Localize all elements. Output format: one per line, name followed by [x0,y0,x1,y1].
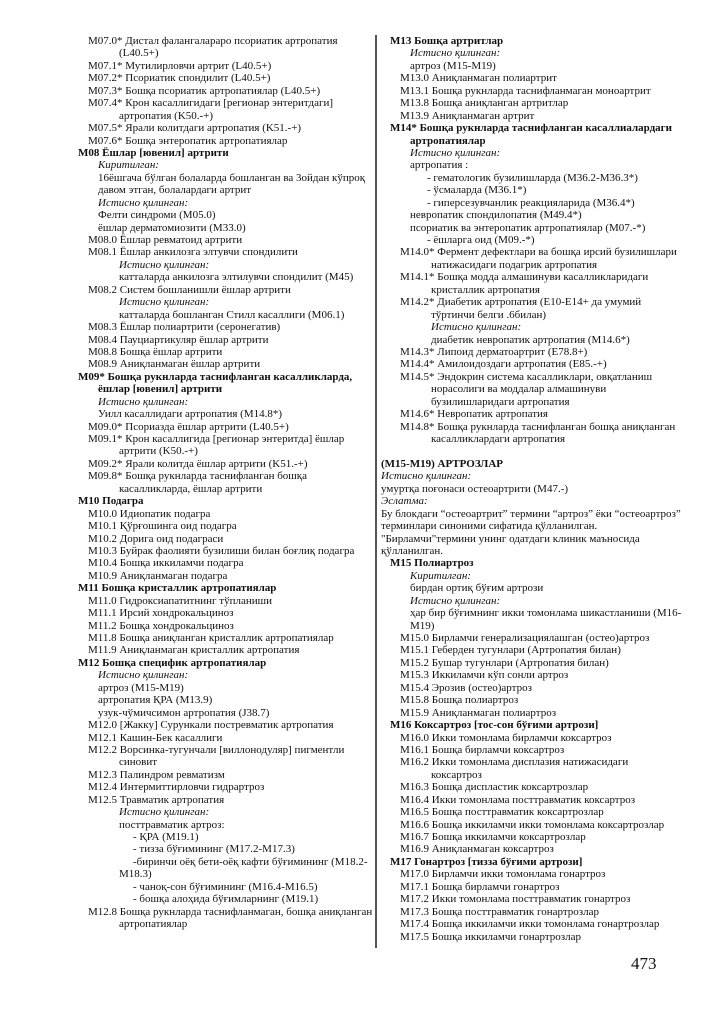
code-entry: M11.9 Аниқланмаган кристаллик артропатия [88,644,300,657]
category-heading: M13 Бошқа артритлар [390,35,504,47]
note-text: посттравматик артроз: [119,818,225,831]
note-label: Истисно қилинган: [410,146,501,159]
note-label: Истисно қилинган: [431,321,522,334]
note-text: давом этган, болалардаги артрит [98,184,252,197]
code-entry: M08.2 Систем бошланишли ёшлар артрити [88,283,291,296]
code-entry-continuation: артропатия (K50.-+) [119,109,214,122]
code-entry: M13.1 Бошқа рукнларда таснифланмаган моноартрит [400,84,651,97]
note-text: невропатик спондилопатия (M49.4*) [410,209,582,222]
code-entry-continuation: коксартроз [431,768,482,781]
note-text: M19) [410,619,435,632]
code-entry: M13.8 Бошқа аниқланган артритлар [400,97,569,110]
code-entry-continuation: касалликларда, ёшлар артрити [119,482,263,495]
note-label: Истисно қилинган: [410,47,501,60]
right-column [381,35,682,943]
code-entry: M16.0 Икки томонлама бирламчи коксартроз [400,731,612,744]
block-text: қўлланилган. [381,544,443,557]
dash-list-item: - ёшларга оид (M09.-*) [427,234,535,246]
code-entry: M12.0 [Жакку] Сурункали постревматик артропатия [88,719,334,732]
dash-list-item: - гематологик бузилишларда (M36.2-M36.3*) [427,171,638,184]
code-entry: M14.2* Диабетик артропатия (E10-E14+ да умумий [400,296,642,309]
code-entry-continuation: касалликлардаги артропатия [431,433,566,445]
code-entry: M14.8* Бошқа рукнларда таснифланган бошқа аниқланган [400,420,676,433]
category-heading: M14* Бошқа рукнларда таснифланган касаллиалардаги [390,122,673,135]
note-text: артропатия : [410,159,469,172]
dash-list-item: - чаноқ-сон бўғимининг (M16.4-M16.5) [133,880,318,893]
note-text: Фелти синдроми (M05.0) [98,209,216,222]
note-text: артроз (M15-M19) [98,681,184,694]
code-entry: M08.0 Ёшлар ревматоид артрити [88,234,243,246]
code-entry: M09.1* Крон касаллигида [регионар энтеритда] ёшлар [88,433,345,445]
code-entry: M08.4 Пауциартикуляр ёшлар артрити [88,333,269,346]
note-label: Истисно қилинган: [410,594,501,607]
code-entry-continuation: артрити (K50.-+) [119,445,198,458]
code-entry: M08.8 Бошқа ёшлар артрити [88,345,223,358]
code-entry: M10.9 Аниқланмаган подагра [88,569,228,582]
code-entry: M16.2 Икки томонлама дисплазия натижасидаги [400,756,629,769]
code-entry: M12.3 Палиндром ревматизм [88,768,225,781]
category-heading: M09* Бошқа рукнларда таснифланган касалликларда, [78,370,353,383]
block-text: "Бирламчи"термини унинг одатдаги клиник маъносида [381,532,640,545]
code-entry: M14.5* Эндокрин система касалликлари, овқатланиш [400,370,653,383]
note-text: псориатик ва энтеропатик артропатиялар (M07.-*) [410,221,646,234]
category-heading-continuation: ёшлар [ювенил] артрити [98,383,223,396]
note-label: Киритилган: [410,569,471,582]
code-entry: M07.1* Мутилирловчи артрит (L40.5+) [88,59,272,72]
code-entry: M13.9 Аниқланмаган артрит [400,109,535,122]
code-entry: M17.3 Бошқа посттравматик гонартрозлар [400,905,600,918]
code-entry: M07.6* Бошқа энтеропатик артропатиялар [88,134,288,147]
note-label: Истисно қилинган: [98,395,189,408]
note-text: артроз (M15-M19) [410,59,496,72]
page-number: 473 [631,954,657,973]
code-entry: M08.3 Ёшлар полиартрити (серонегатив) [88,321,281,334]
block-note-label: Истисно қилинган: [381,470,472,483]
code-entry-continuation: кристаллик артропатия [431,283,540,296]
code-entry: M17.0 Бирламчи икки томонлама гонартроз [400,868,606,881]
code-entry: M08.1 Ёшлар анкилозга элтувчи спондилити [88,246,298,259]
code-entry: M12.5 Травматик артропатия [88,793,225,806]
code-entry: M11.8 Бошқа аниқланган кристаллик артропатиялар [88,632,334,644]
block-text: терминлари синоними сифатида қўлланилган. [381,520,598,533]
code-entry: M17.5 Бошқа иккиламчи гонартрозлар [400,930,582,943]
code-entry-continuation: артропатиялар [119,918,188,931]
category-heading-continuation: артропатиялар [410,134,486,147]
note-text: катталарда анкилозга элтилувчи спондилит (M45) [119,271,354,284]
code-entry: M15.2 Бушар тугунлари (Артропатия билан) [400,656,609,669]
code-entry: M16.6 Бошқа иккиламчи икки томонлама коксартрозлар [400,818,665,831]
note-text: диабетик невропатик артропатия (M14.6*) [431,333,630,346]
note-text: катталарда бошланган Стилл касаллиги (M06.1) [119,308,345,321]
code-entry: M16.5 Бошқа посттравматик коксартрозлар [400,806,604,819]
note-text: артропатия ҚРА (M13.9) [98,694,213,707]
code-entry: M16.3 Бошқа диспластик коксартрозлар [400,781,589,794]
note-label: Истисно қилинган: [98,669,189,682]
note-label: Истисно қилинган: [98,196,189,209]
code-entry: M07.4* Крон касаллигидаги [регионар энтеритдаги] [88,97,334,110]
note-label: Истисно қилинган: [119,258,210,271]
code-entry-continuation: (L40.5+) [119,47,159,60]
blank-line [390,445,680,457]
code-entry: M10.2 Дорига оид подаграси [88,532,224,545]
code-entry: M11.0 Гидроксиапатитнинг тўпланиши [88,594,272,607]
category-heading: M16 Коксартроз [тос-сон бўғими артрози] [390,719,599,732]
category-heading: M11 Бошқа кристаллик артропатиялар [78,582,277,595]
block-text: умуртқа поғонаси остеоартрити (M47.-) [381,482,569,495]
note-label: Истисно қилинган: [119,806,210,819]
category-heading: M12 Бошқа специфик артропатиялар [78,656,267,669]
code-entry: M07.0* Дистал фалангалараро псориатик артропатия [88,35,338,47]
block-heading: (M15-M19) АРТРОЗЛАР [381,457,504,470]
code-entry: M15.8 Бошқа полиартроз [400,694,519,707]
note-text: узук-чўмичсимон артропатия (J38.7) [98,706,270,719]
code-entry: M15.1 Геберден тугунлари (Артропатия билан) [400,644,621,657]
code-entry: M11.1 Ирсий хондрокальциноз [88,607,234,620]
code-entry: M15.9 Аниқланмаган полиартроз [400,706,557,719]
dash-list-item: - ҚРА (M19.1) [133,831,199,843]
code-entry: M14.4* Амилоидоздаги артропатия (E85.-+) [400,358,607,371]
note-text: бирдан ортиқ бўғим артрози [410,582,544,595]
code-entry: M14.6* Невропатик артропатия [400,408,548,421]
block-text: Бу блокдаги “остеоартрит” термини “артроз” ёки “остеоартроз” [381,507,681,520]
category-heading: M15 Полиартроз [390,557,474,570]
code-entry: M12.1 Кашин-Бек касаллиги [88,731,223,744]
code-entry: M12.2 Ворсинка-тугунчали [виллонодуляр] пигментли [88,743,345,756]
code-entry: M07.2* Псориатик спондилит (L40.5+) [88,72,271,85]
note-label: Киритилган: [98,159,159,172]
code-entry: M12.8 Бошқа рукнларда таснифланмаган, бошқа аниқланган [88,905,373,918]
code-entry: M07.5* Ярали колитдаги артропатия (K51.-+) [88,122,302,135]
dash-list-item: - гиперсезувчанлик реакцияларида (M36.4*) [427,196,635,209]
dash-list-item: - ўсмаларда (M36.1*) [427,184,527,197]
code-entry: M13.0 Аниқланмаган полиартрит [400,72,557,85]
code-entry: M16.1 Бошқа бирламчи коксартроз [400,743,565,756]
note-text: 16ёшгача бўлган болаларда бошланган ва 3ойдан кўпроқ [98,171,366,184]
left-column [78,35,376,931]
code-entry: M09.8* Бошқа рукнларда таснифланган бошқа [88,470,308,483]
code-entry-continuation: бузилишларидаги артропатия [431,395,570,408]
code-entry: M15.0 Бирламчи генерализациялашган (остео)артроз [400,632,650,644]
category-heading: M08 Ёшлар [ювенил] артрити [78,146,229,159]
code-entry: M15.4 Эрозив (остео)артроз [400,681,532,694]
category-heading: M17 Гонартроз [тизза бўғими артрози] [390,855,583,868]
category-heading: M10 Подагра [78,495,144,508]
code-entry: M10.3 Буйрак фаолияти бузилиши билан боғлиқ подагра [88,544,355,557]
note-text: ёшлар дерматомиозити (M33.0) [98,221,246,234]
note-label: Истисно қилинган: [119,296,210,309]
dash-list-item: - тизза бўғимининг (M17.2-M17.3) [133,843,295,856]
code-entry: M14.1* Бошқа модда алмашинуви касалликларидаги [400,271,649,284]
code-entry: M17.4 Бошқа иккиламчи икки томонлама гонартрозлар [400,918,660,931]
note-text: M18.3) [119,868,152,881]
code-entry-continuation: норасолиги ва моддалар алмашинуви [431,383,607,396]
code-entry: M10.1 Қўрғошинга оид подагра [88,520,237,533]
code-entry: M10.4 Бошқа иккиламчи подагра [88,557,244,570]
code-entry-continuation: синовит [119,756,158,769]
code-entry: M14.3* Липоид дерматоартрит (E78.8+) [400,345,588,358]
code-entry: M17.2 Икки томонлама посттравматик гонартроз [400,893,631,906]
code-entry: M12.4 Интермиттирловчи гидрартроз [88,781,265,794]
code-entry-continuation: тўртинчи белги .6билан) [431,308,547,321]
code-entry: M15.3 Иккиламчи кўп сонли артроз [400,669,569,682]
code-entry: M09.0* Псориазда ёшлар артрити (L40.5+) [88,420,289,433]
code-entry: M07.3* Бошқа псориатик артропатиялар (L40.5+) [88,84,321,97]
code-entry: M09.2* Ярали колитда ёшлар артрити (K51.-+) [88,457,308,470]
code-entry: M10.0 Идиопатик подагра [88,507,211,520]
code-entry: M14.0* Фермент дефектлари ва бошқа ирсий бузилишлари [400,246,677,259]
dash-list-item: -биринчи оёқ бети-оёқ кафти бўғимининг (M18.2- [133,855,368,868]
code-entry: M16.4 Икки томонлама посттравматик коксартроз [400,793,636,806]
column-divider [375,35,377,948]
code-entry: M17.1 Бошқа бирламчи гонартроз [400,880,560,893]
code-entry-continuation: натижасидаги подагрик артропатия [431,258,598,271]
code-entry: M16.9 Аниқланмаган коксартроз [400,843,554,856]
block-note-label: Эслатма: [381,495,428,508]
code-entry: M11.2 Бошқа хондрокальциноз [88,619,234,632]
code-entry: M08.9 Аниқланмаган ёшлар артрити [88,358,261,371]
note-text: ҳар бир бўғимнинг икки томонлама шикастланиши (M16- [410,607,682,620]
code-entry: M16.7 Бошқа иккиламчи коксартрозлар [400,831,586,843]
note-text: Уилл касаллидаги артропатия (M14.8*) [98,408,283,421]
dash-list-item: - бошқа алоҳида бўғимларнинг (M19.1) [133,893,319,906]
